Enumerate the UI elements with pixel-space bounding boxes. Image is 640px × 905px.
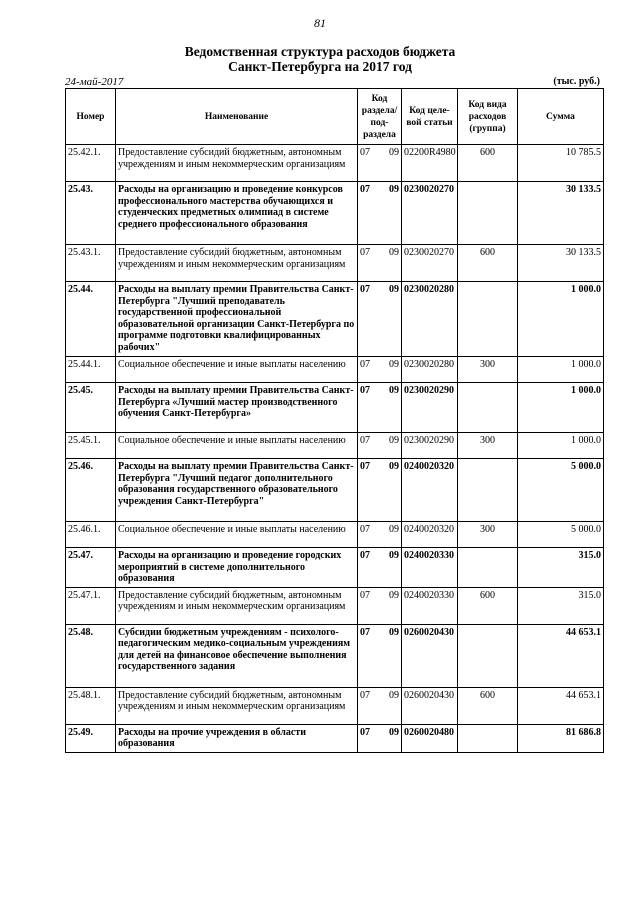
row-subsection: 09 [389, 461, 399, 472]
row-section: 07 [360, 524, 370, 535]
row-expense-type [458, 459, 518, 522]
row-target-code: 0230020280 [402, 282, 458, 357]
row-sum: 30 133.5 [518, 245, 604, 282]
row-sum: 10 785.5 [518, 145, 604, 182]
row-name: Социальное обеспечение и иные выплаты населению [116, 357, 358, 383]
row-section: 07 [360, 589, 370, 601]
row-sum: 5 000.0 [518, 459, 604, 522]
row-expense-type: 600 [458, 145, 518, 182]
header-sum: Сумма [518, 89, 604, 145]
row-target-code: 0230020290 [402, 433, 458, 459]
title-line-2: Санкт-Петербурга на 2017 год [228, 59, 412, 74]
row-section-code [358, 522, 402, 548]
row-section-code [358, 145, 402, 182]
row-subsection: 09 [389, 524, 399, 535]
row-name: Расходы на организацию и проведение конкурсов профессионального мастерства обучающихся и студенческих предметных олимпиад в системе среднего профессионального образования [116, 182, 358, 245]
row-section-code [358, 624, 402, 687]
row-section-code [358, 433, 402, 459]
row-number: 25.44.1. [66, 357, 116, 383]
row-number: 25.43.1. [66, 245, 116, 282]
row-expense-type: 600 [458, 245, 518, 282]
row-number: 25.46.1. [66, 522, 116, 548]
row-expense-type: 300 [458, 433, 518, 459]
row-section: 07 [360, 461, 370, 472]
row-target-code: 0260020430 [402, 624, 458, 687]
budget-table [65, 88, 604, 753]
row-expense-type: 300 [458, 357, 518, 383]
row-number: 25.48.1. [66, 687, 116, 724]
row-number: 25.46. [66, 459, 116, 522]
row-subsection: 09 [389, 726, 399, 738]
row-number: 25.48. [66, 624, 116, 687]
row-section-code [358, 548, 402, 588]
row-number: 25.44. [66, 282, 116, 357]
row-target-code: 0260020430 [402, 687, 458, 724]
row-target-code: 0240020320 [402, 522, 458, 548]
row-number: 25.47. [66, 548, 116, 588]
header-number: Номер [66, 89, 116, 145]
row-number: 25.49. [66, 724, 116, 752]
row-subsection: 09 [389, 147, 399, 158]
row-expense-type: 300 [458, 522, 518, 548]
row-name: Расходы на выплату премии Правительства Санкт-Петербурга «Лучший мастер производственного обучения Санкт-Петербурга» [116, 383, 358, 433]
row-name: Предоставление субсидий бюджетным, автономным учреждениям и иным некоммерческим организациям [116, 245, 358, 282]
table-row [66, 522, 604, 548]
row-sum: 1 000.0 [518, 357, 604, 383]
row-target-code: 0230020270 [402, 245, 458, 282]
row-expense-type: 600 [458, 587, 518, 624]
table-row [66, 282, 604, 357]
units-label: (тыс. руб.) [553, 76, 600, 87]
row-section-code [358, 459, 402, 522]
table-row [66, 724, 604, 752]
row-section: 07 [360, 626, 370, 638]
table-row [66, 383, 604, 433]
row-subsection: 09 [389, 359, 399, 370]
row-expense-type [458, 548, 518, 588]
row-sum: 5 000.0 [518, 522, 604, 548]
table-row [66, 433, 604, 459]
row-section: 07 [360, 435, 370, 446]
row-target-code: 02200R4980 [402, 145, 458, 182]
row-sum: 1 000.0 [518, 383, 604, 433]
row-name: Социальное обеспечение и иные выплаты населению [116, 433, 358, 459]
row-target-code: 0240020320 [402, 459, 458, 522]
row-expense-type [458, 383, 518, 433]
row-number: 25.42.1. [66, 145, 116, 182]
row-name: Предоставление субсидий бюджетным, автономным учреждениям и иным некоммерческим организациям [116, 687, 358, 724]
row-section-code [358, 687, 402, 724]
row-section: 07 [360, 726, 370, 738]
row-target-code: 0240020330 [402, 548, 458, 588]
row-expense-type: 600 [458, 687, 518, 724]
row-name: Предоставление субсидий бюджетным, автономным учреждениям и иным некоммерческим организациям [116, 587, 358, 624]
row-number: 25.45.1. [66, 433, 116, 459]
row-sum: 315.0 [518, 587, 604, 624]
row-name: Субсидии бюджетным учреждениям - психолого-педагогическим медико-социальным учреждениям для детей на финансовое обеспечение выполнения государственного задания [116, 624, 358, 687]
row-name: Предоставление субсидий бюджетным, автономным учреждениям и иным некоммерческим организациям [116, 145, 358, 182]
row-section-code [358, 357, 402, 383]
row-subsection: 09 [389, 550, 399, 561]
row-section: 07 [360, 247, 370, 258]
page-number: 81 [314, 16, 326, 30]
row-name: Расходы на организацию и проведение городских мероприятий в системе дополнительного образования [116, 548, 358, 588]
row-section: 07 [360, 184, 370, 195]
table-body [66, 145, 604, 753]
header-target-code: Код целе-вой статьи [402, 89, 458, 145]
row-sum: 1 000.0 [518, 433, 604, 459]
header-name: Наименование [116, 89, 358, 145]
row-target-code: 0230020290 [402, 383, 458, 433]
row-name: Расходы на прочие учреждения в области образования [116, 724, 358, 752]
row-expense-type [458, 724, 518, 752]
row-subsection: 09 [389, 589, 399, 601]
row-sum: 44 653.1 [518, 687, 604, 724]
row-sum: 81 686.8 [518, 724, 604, 752]
row-section: 07 [360, 550, 370, 561]
row-number: 25.45. [66, 383, 116, 433]
row-sum: 315.0 [518, 548, 604, 588]
row-target-code: 0240020330 [402, 587, 458, 624]
row-target-code: 0260020480 [402, 724, 458, 752]
row-subsection: 09 [389, 247, 399, 258]
row-section: 07 [360, 147, 370, 158]
row-name: Расходы на выплату премии Правительства Санкт-Петербурга "Лучший преподаватель государственной профессиональной образовательной организации Санкт-Петербурга по программе подготовки квалифицированных рабочих" [116, 282, 358, 357]
title-line-1: Ведомственная структура расходов бюджета [184, 44, 456, 59]
table-row [66, 357, 604, 383]
table-row [66, 687, 604, 724]
row-section-code [358, 383, 402, 433]
table-row [66, 459, 604, 522]
row-section-code [358, 245, 402, 282]
row-expense-type [458, 182, 518, 245]
row-section: 07 [360, 284, 370, 295]
row-section: 07 [360, 689, 370, 701]
row-subsection: 09 [389, 184, 399, 195]
row-subsection: 09 [389, 435, 399, 446]
row-section-code [358, 724, 402, 752]
table-row [66, 624, 604, 687]
row-number: 25.47.1. [66, 587, 116, 624]
table-row [66, 245, 604, 282]
row-sum: 44 653.1 [518, 624, 604, 687]
row-target-code: 0230020270 [402, 182, 458, 245]
row-number: 25.43. [66, 182, 116, 245]
header-section-code: Код раздела/ под-раздела [358, 89, 402, 145]
table-row [66, 182, 604, 245]
row-sum: 1 000.0 [518, 282, 604, 357]
header-expense-type-code: Код вида расходов (группа) [458, 89, 518, 145]
row-expense-type [458, 282, 518, 357]
row-subsection: 09 [389, 284, 399, 295]
row-section-code [358, 282, 402, 357]
table-row [66, 145, 604, 182]
document-title [0, 44, 640, 74]
row-expense-type [458, 624, 518, 687]
table-row [66, 548, 604, 588]
row-subsection: 09 [389, 689, 399, 701]
row-name: Расходы на выплату премии Правительства Санкт-Петербурга "Лучший педагог дополнительного образования государственного образовательного учреждения Санкт-Петербурга" [116, 459, 358, 522]
row-section-code [358, 182, 402, 245]
table-row [66, 587, 604, 624]
row-target-code: 0230020280 [402, 357, 458, 383]
row-subsection: 09 [389, 385, 399, 396]
table-header-row [66, 89, 604, 145]
row-subsection: 09 [389, 626, 399, 638]
row-section: 07 [360, 359, 370, 370]
row-sum: 30 133.5 [518, 182, 604, 245]
row-section: 07 [360, 385, 370, 396]
row-section-code [358, 587, 402, 624]
row-name: Социальное обеспечение и иные выплаты населению [116, 522, 358, 548]
document-date: 24-май-2017 [65, 76, 124, 88]
